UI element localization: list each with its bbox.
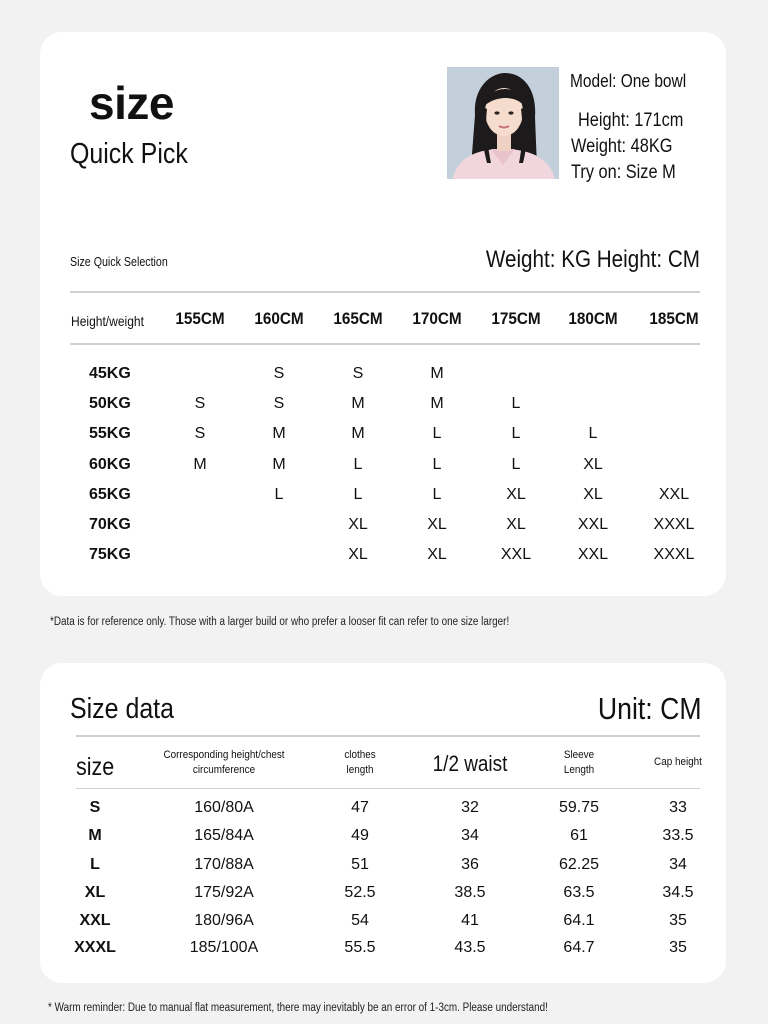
- height-column-header: 180CM: [568, 309, 618, 328]
- size-cell: XL: [583, 486, 603, 503]
- size-cell: XXL: [658, 486, 690, 503]
- model-try-on-size: Try on: Size M: [571, 162, 676, 183]
- height-column-header: 155CM: [175, 309, 225, 328]
- size-cell: L: [588, 425, 598, 442]
- sleeve-length-value: 59.75: [558, 799, 600, 816]
- half-waist-value: 43.5: [454, 939, 486, 956]
- size-name: XXXL: [74, 939, 116, 956]
- size-cell: XXXL: [653, 546, 695, 563]
- cap-height-value: 34: [669, 856, 687, 873]
- header-height-chest-line1: Corresponding height/chest: [163, 749, 285, 761]
- weight-row-label: 70KG: [89, 516, 131, 533]
- sleeve-length-value: 61: [570, 827, 588, 844]
- model-photo: [447, 67, 559, 179]
- half-waist-value: 38.5: [454, 884, 486, 901]
- sleeve-length-value: 64.7: [563, 939, 595, 956]
- height-chest-value: 185/100A: [189, 939, 259, 956]
- size-cell: S: [194, 395, 206, 412]
- sleeve-length-value: 63.5: [563, 884, 595, 901]
- weight-row-label: 50KG: [89, 395, 131, 412]
- header-clothes-length-line1: clothes: [344, 749, 376, 761]
- size-name: M: [88, 827, 102, 844]
- size-cell: L: [432, 425, 442, 442]
- size-cell: M: [272, 456, 286, 473]
- cap-height-value: 34.5: [662, 884, 694, 901]
- header-height-chest-line2: circumference: [192, 764, 256, 776]
- height-chest-value: 175/92A: [194, 884, 254, 901]
- size-cell: XXL: [577, 516, 609, 533]
- clothes-length-value: 52.5: [344, 884, 376, 901]
- divider: [76, 735, 700, 737]
- sleeve-length-value: 64.1: [563, 912, 595, 929]
- model-name: Model: One bowl: [570, 71, 687, 91]
- height-weight-header: Height/weight: [71, 313, 144, 329]
- size-cell: XXXL: [653, 516, 695, 533]
- cap-height-value: 35: [669, 912, 687, 929]
- half-waist-value: 32: [461, 799, 479, 816]
- size-cell: S: [352, 365, 364, 382]
- header-clothes-length-line2: length: [346, 764, 374, 776]
- header-cap-height: Cap height: [654, 756, 702, 768]
- header-height-chest: [163, 748, 284, 778]
- clothes-length-value: 55.5: [344, 939, 376, 956]
- divider: [70, 343, 700, 345]
- clothes-length-value: 47: [351, 799, 369, 816]
- height-column-header: 165CM: [333, 309, 383, 328]
- size-cell: XL: [506, 516, 526, 533]
- size-data-unit: Unit: CM: [598, 691, 702, 726]
- size-cell: L: [511, 425, 521, 442]
- size-cell: XL: [506, 486, 526, 503]
- size-data-card: [40, 663, 726, 983]
- size-cell: M: [430, 395, 444, 412]
- size-cell: XL: [583, 456, 603, 473]
- height-chest-value: 180/96A: [194, 912, 254, 929]
- units-label: Weight: KG Height: CM: [485, 246, 700, 273]
- height-chest-value: 160/80A: [194, 799, 254, 816]
- weight-row-label: 60KG: [89, 456, 131, 473]
- size-cell: S: [273, 395, 285, 412]
- size-cell: L: [511, 395, 521, 412]
- size-cell: XL: [348, 516, 368, 533]
- size-name: XL: [84, 884, 106, 901]
- model-height: Height: 171cm: [578, 110, 684, 131]
- size-cell: XL: [427, 546, 447, 563]
- size-cell: L: [353, 486, 363, 503]
- size-cell: M: [430, 365, 444, 382]
- model-portrait-image: [447, 67, 559, 179]
- size-cell: XL: [348, 546, 368, 563]
- size-name: XXL: [79, 912, 111, 929]
- height-column-header: 160CM: [254, 309, 304, 328]
- header-sleeve-length-line1: Sleeve: [563, 749, 595, 761]
- size-cell: L: [353, 456, 363, 473]
- size-name: S: [89, 799, 101, 816]
- divider: [70, 291, 700, 293]
- divider: [76, 788, 700, 789]
- size-cell: XL: [427, 516, 447, 533]
- model-weight: Weight: 48KG: [571, 136, 673, 157]
- size-quick-selection-label: Size Quick Selection: [70, 254, 168, 269]
- size-cell: M: [272, 425, 286, 442]
- weight-row-label: 55KG: [89, 425, 131, 442]
- half-waist-value: 34: [461, 827, 479, 844]
- reference-note: *Data is for reference only. Those with a larger build or who prefer a looser fit can refer to one size larger!: [50, 616, 510, 628]
- size-cell: L: [432, 456, 442, 473]
- weight-row-label: 45KG: [89, 365, 131, 382]
- half-waist-value: 41: [461, 912, 479, 929]
- height-column-header: 185CM: [649, 309, 699, 328]
- size-name: L: [90, 856, 100, 873]
- size-cell: L: [511, 456, 521, 473]
- clothes-length-value: 51: [351, 856, 369, 873]
- size-cell: M: [351, 425, 365, 442]
- weight-row-label: 75KG: [89, 546, 131, 563]
- weight-row-label: 65KG: [89, 486, 131, 503]
- header-sleeve-length-line2: Length: [563, 764, 595, 776]
- header-half-waist: 1/2 waist: [432, 751, 508, 776]
- header-sleeve-length: [564, 748, 594, 778]
- header-size: size: [76, 753, 115, 781]
- size-cell: M: [351, 395, 365, 412]
- size-cell: L: [274, 486, 284, 503]
- size-data-title: Size data: [70, 693, 174, 725]
- quick-pick-card: [40, 32, 726, 596]
- page-title: size: [89, 77, 174, 129]
- page-subtitle: Quick Pick: [70, 138, 188, 170]
- cap-height-value: 33.5: [662, 827, 694, 844]
- size-cell: S: [273, 365, 285, 382]
- cap-height-value: 33: [669, 799, 687, 816]
- size-cell: S: [194, 425, 206, 442]
- clothes-length-value: 49: [351, 827, 369, 844]
- cap-height-value: 35: [669, 939, 687, 956]
- warm-reminder: * Warm reminder: Due to manual flat measurement, there may inevitably be an error of 1-3cm. Please understand!: [48, 1002, 548, 1014]
- size-cell: M: [193, 456, 207, 473]
- half-waist-value: 36: [461, 856, 479, 873]
- height-column-header: 175CM: [491, 309, 541, 328]
- size-cell: L: [432, 486, 442, 503]
- height-chest-value: 165/84A: [194, 827, 254, 844]
- sleeve-length-value: 62.25: [558, 856, 600, 873]
- size-cell: XXL: [577, 546, 609, 563]
- height-chest-value: 170/88A: [194, 856, 254, 873]
- size-cell: XXL: [500, 546, 532, 563]
- header-clothes-length: [344, 748, 375, 778]
- clothes-length-value: 54: [351, 912, 369, 929]
- height-column-header: 170CM: [412, 309, 462, 328]
